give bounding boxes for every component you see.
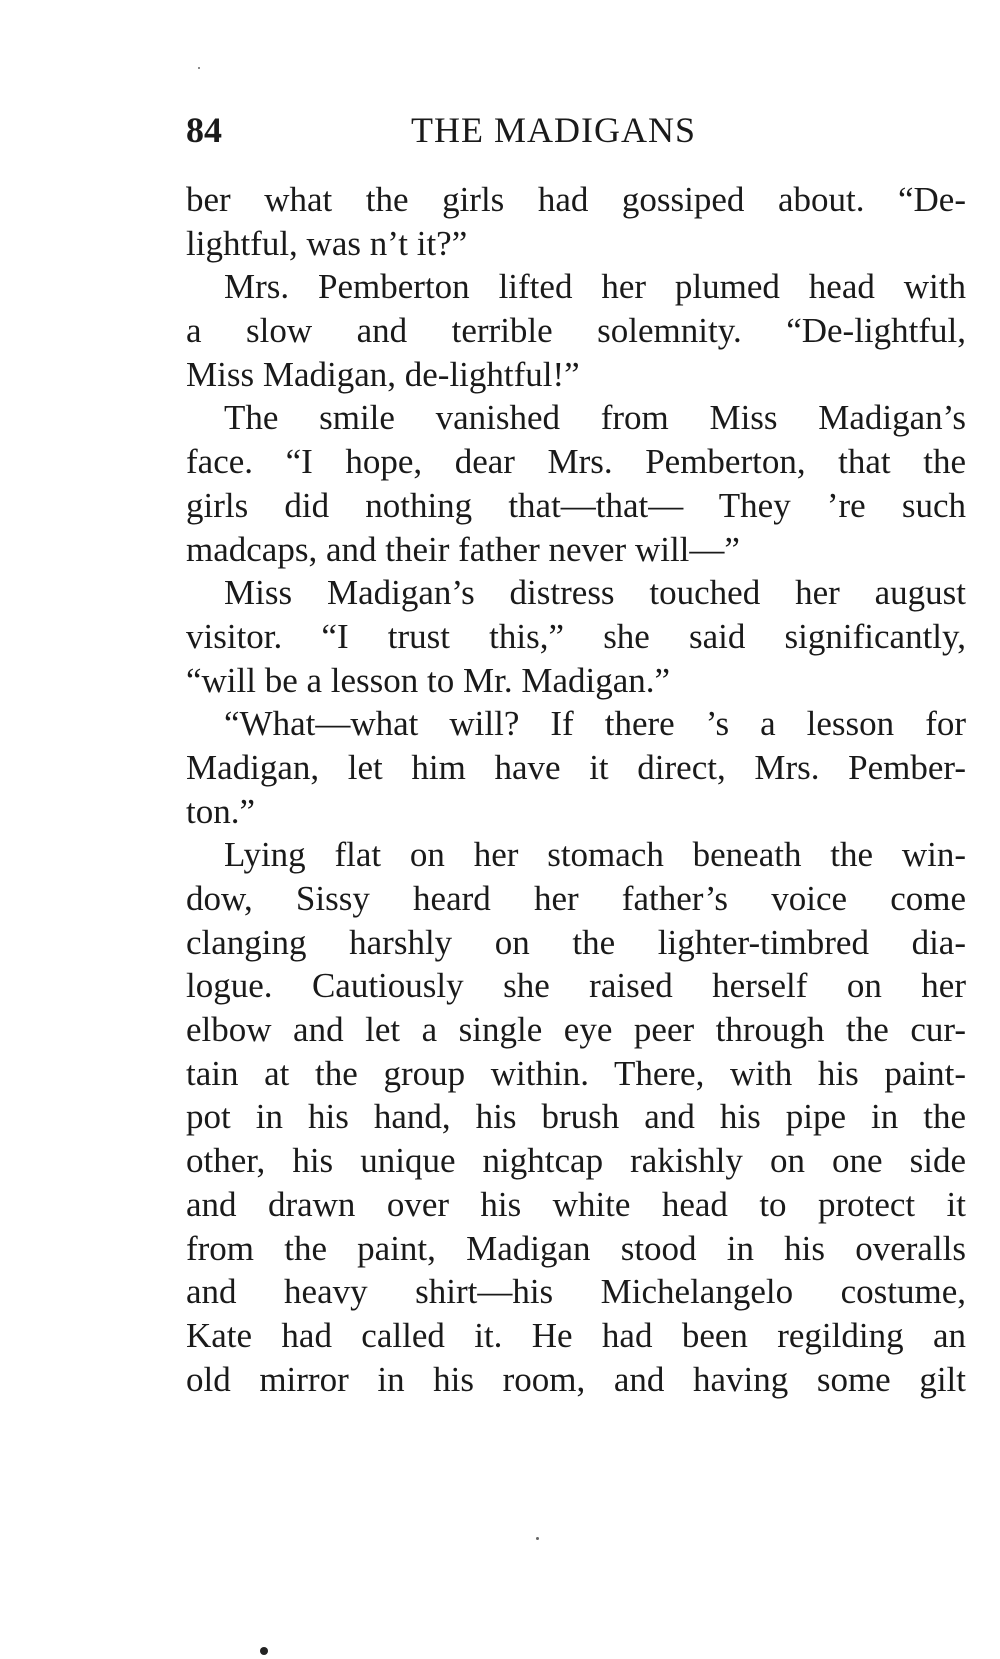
text-line: other, his unique nightcap rakishly on one side bbox=[186, 1141, 966, 1181]
text-line: “will be a lesson to Mr. Madigan.” bbox=[186, 660, 671, 700]
scan-speck bbox=[198, 67, 200, 69]
text-line: ber what the girls had gossiped about. “De- bbox=[186, 180, 966, 219]
text-line: dow, Sissy heard her father’s voice come bbox=[186, 879, 966, 918]
text-line: girls did nothing that—that— They ’re such bbox=[186, 485, 966, 525]
scan-speck bbox=[536, 1537, 539, 1540]
scan-speck bbox=[260, 1647, 268, 1655]
text-line: clanging harshly on the lighter-timbred dia- bbox=[186, 922, 966, 962]
running-head bbox=[186, 108, 966, 152]
text-line: from the paint, Madigan stood in his overalls bbox=[186, 1228, 966, 1268]
text-line: madcaps, and their father never will—” bbox=[186, 529, 740, 569]
text-line: “What—what will? If there ’s a lesson for bbox=[224, 704, 966, 744]
text-line: tain at the group within. There, with his paint- bbox=[186, 1053, 966, 1093]
text-line: and heavy shirt—his Michelangelo costume, bbox=[186, 1272, 966, 1312]
body-text bbox=[186, 178, 966, 1401]
text-line: elbow and let a single eye peer through the cur- bbox=[186, 1010, 966, 1050]
text-line: a slow and terrible solemnity. “De-lightful, bbox=[186, 311, 966, 351]
text-line: Madigan, let him have it direct, Mrs. Pember- bbox=[186, 747, 966, 787]
text-line: Kate had called it. He had been regilding an bbox=[186, 1315, 966, 1355]
text-line: face. “I hope, dear Mrs. Pemberton, that the bbox=[186, 442, 966, 482]
text-line: Lying flat on her stomach beneath the win- bbox=[224, 835, 966, 875]
text-line: Miss Madigan’s distress touched her august bbox=[224, 573, 966, 613]
text-line: logue. Cautiously she raised herself on her bbox=[186, 966, 966, 1006]
text-line: visitor. “I trust this,” she said significantly, bbox=[186, 616, 966, 656]
text-line: and drawn over his white head to protect it bbox=[186, 1184, 966, 1224]
text-line: old mirror in his room, and having some gilt bbox=[186, 1359, 966, 1399]
text-line: The smile vanished from Miss Madigan’s bbox=[224, 398, 966, 438]
text-line: Miss Madigan, de-lightful!” bbox=[186, 354, 580, 394]
text-line: pot in his hand, his brush and his pipe in the bbox=[186, 1097, 966, 1137]
running-title: THE MADIGANS bbox=[411, 110, 696, 150]
text-line: Mrs. Pemberton lifted her plumed head with bbox=[224, 267, 966, 307]
page-number: 84 bbox=[186, 110, 222, 150]
text-line: lightful, was n’t it?” bbox=[186, 223, 468, 263]
text-line: ton.” bbox=[186, 791, 256, 831]
